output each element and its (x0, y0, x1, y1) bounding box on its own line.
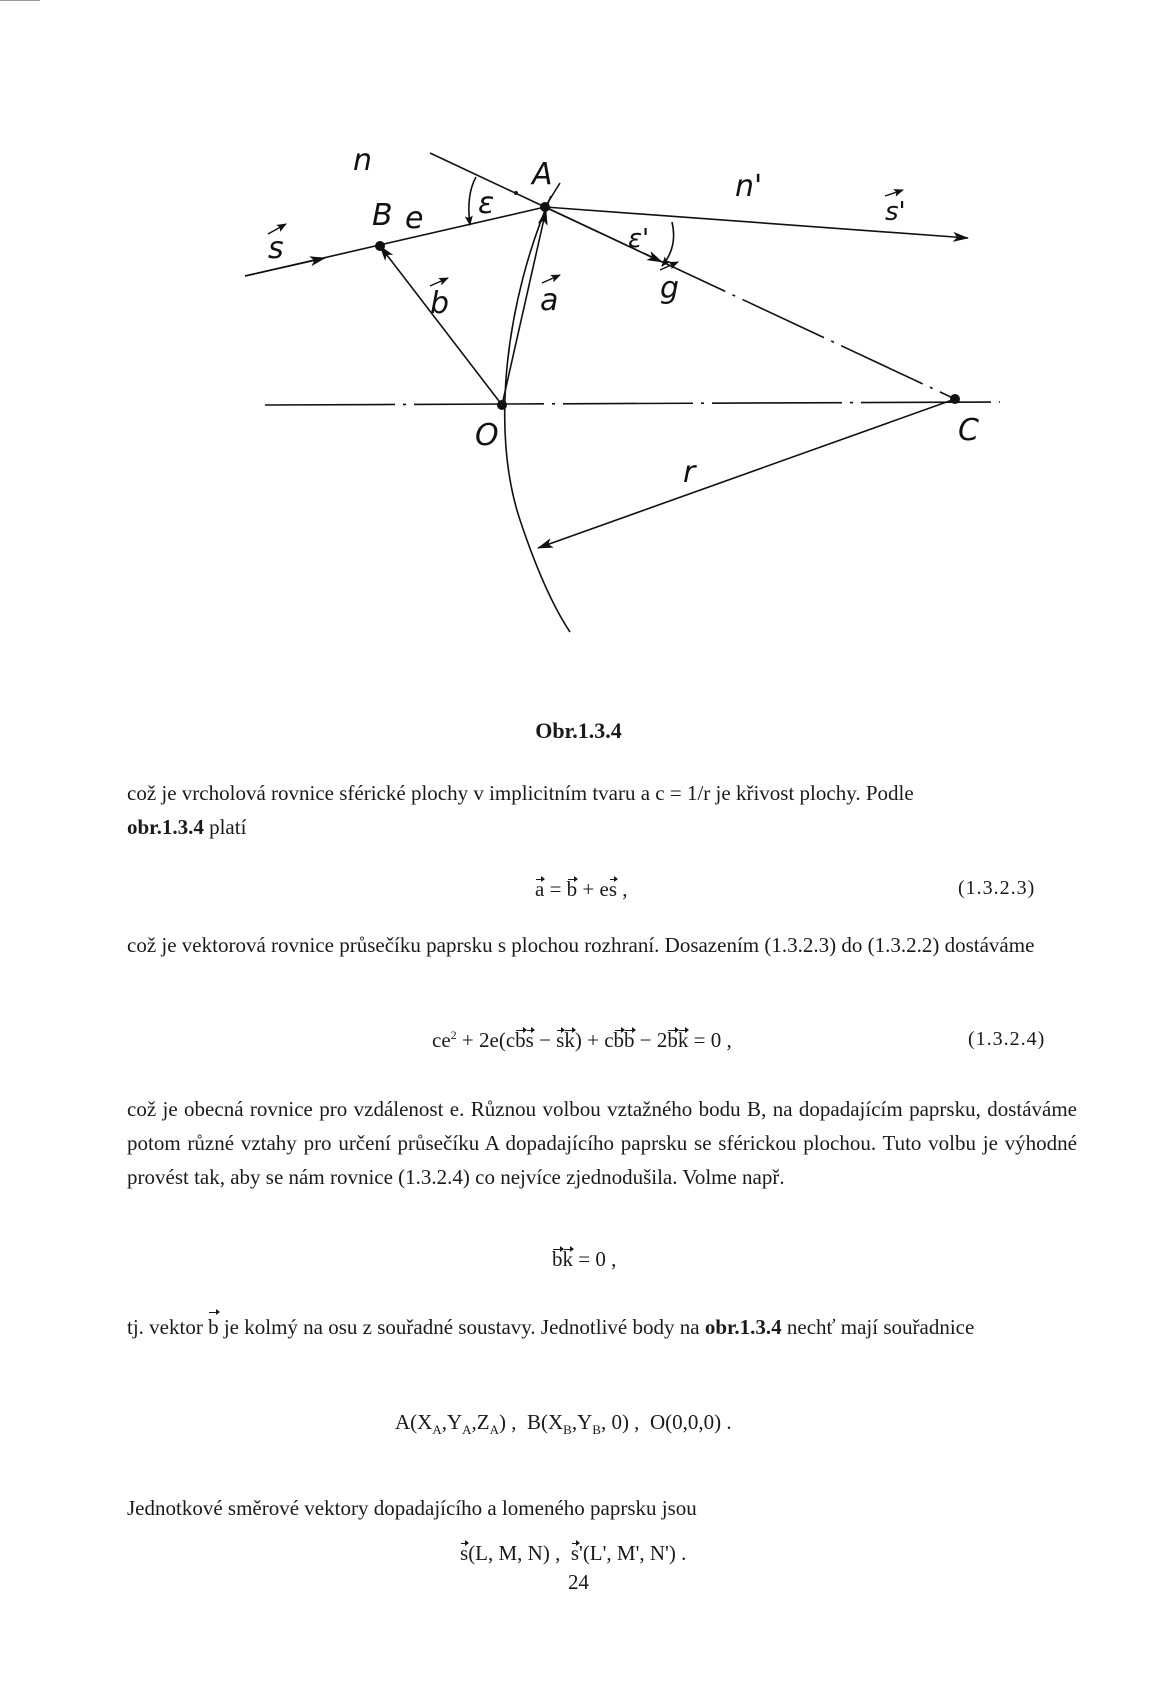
vec-k: k (564, 1028, 575, 1052)
vec-k: k (677, 1028, 689, 1052)
label-epsilon-prime: ε' (628, 224, 650, 254)
figure-reference: obr.1.3.4 (704, 1315, 782, 1339)
b-vector (380, 246, 502, 405)
equation-number-1-3-2-3: (1.3.2.3) (958, 877, 1036, 899)
eq4-part5: − 2 (634, 1028, 668, 1052)
label-s-vec: s (268, 231, 284, 266)
paragraph-2: což je vektorová rovnice průsečíku paprsku s plochou rozhraní. Dosazením (1.3.2.3) do (1.3.2.2) dostáváme (127, 933, 1035, 957)
incident-ray-arrow (245, 258, 325, 276)
eq4-part4: ) + c (574, 1028, 614, 1052)
eq4-ce: ce (432, 1028, 451, 1052)
equation-bk-zero (552, 1247, 616, 1272)
label-n-prime: n' (735, 169, 763, 204)
vec-s: s (460, 1541, 469, 1565)
paragraph-4 (127, 1310, 1077, 1344)
s-prime-vec-arrow (885, 190, 903, 196)
eq4-minus: − (533, 1028, 557, 1052)
label-e: e (405, 201, 424, 236)
vec-b: b (667, 1028, 678, 1052)
dot-near-a (514, 191, 518, 195)
coord-b-2-sub: B (592, 1422, 601, 1438)
label-s-prime-vec: s' (885, 197, 906, 227)
label-epsilon: ε (478, 186, 495, 221)
coord-b-2: ,Y (571, 1410, 593, 1434)
vec-s: s (556, 1028, 565, 1052)
equation-number-1-3-2-4: (1.3.2.4) (968, 1028, 1046, 1050)
coord-a-2: ,Y (441, 1410, 463, 1434)
vec-b: b (208, 1310, 219, 1344)
equation-1-3-2-3 (535, 877, 628, 902)
figure-reference: obr.1.3.4 (127, 815, 204, 839)
label-a-vec: a (540, 283, 559, 318)
direction-vectors (460, 1541, 686, 1566)
coord-a-1-sub: A (432, 1422, 442, 1438)
label-r: r (683, 455, 696, 490)
coord-o: O(0,0,0) . (649, 1410, 732, 1434)
eq4-exponent: 2 (450, 1028, 457, 1042)
coord-a-2-sub: A (462, 1422, 472, 1438)
paragraph-4-end: nechť mají souřadnice (781, 1315, 975, 1339)
coord-b-3: , 0) , (600, 1410, 640, 1434)
label-n: n (353, 143, 373, 178)
paragraph-5: Jednotkové směrové vektory dopadajícího a lomeného paprsku jsou (127, 1496, 697, 1520)
label-g-vec: g (660, 271, 680, 306)
vec-k: k (562, 1247, 573, 1271)
eq5-end: = 0 , (573, 1247, 617, 1271)
coord-a-3-sub: A (489, 1422, 499, 1438)
epsilon-arc (469, 177, 476, 225)
direction-vector-refracted: '(L', M', N') . (579, 1541, 687, 1565)
point-b (375, 241, 385, 251)
coord-a-4: ) , (499, 1410, 517, 1434)
eq3-equals: = (544, 877, 567, 901)
paragraph-4-mid: je kolmý na osu z souřadné soustavy. Jednotlivé body na (218, 1315, 705, 1339)
equation-1-3-2-4 (432, 1028, 732, 1053)
eq4-part2: + 2e(c (456, 1028, 516, 1052)
vec-b: b (624, 1028, 635, 1052)
vec-s: s (570, 1541, 580, 1565)
figure-caption: Obr.1.3.4 (535, 718, 622, 743)
label-b-vec: b (430, 286, 450, 321)
vec-b: b (552, 1247, 563, 1271)
point-a (540, 202, 550, 212)
b-vec-arrow (430, 278, 448, 286)
coord-a-1: A(X (395, 1410, 433, 1434)
label-o-point: O (475, 418, 499, 453)
point-c (950, 394, 960, 404)
direction-vector-incident: (L, M, N) , (468, 1541, 561, 1565)
point-o (497, 400, 507, 410)
page-number: 24 (568, 1570, 589, 1594)
paragraph-1-text: což je vrcholová rovnice sférické plochy v implicitním tvaru a c = 1/r je křivost plochy. Podle (127, 781, 914, 805)
vec-a: a (535, 877, 545, 901)
vec-s: s (608, 877, 618, 901)
eq3-plus: + e (577, 877, 609, 901)
coord-a-3: ,Z (471, 1410, 490, 1434)
paragraph-1-end: platí (209, 815, 247, 839)
a-vec-arrow (542, 275, 560, 283)
optical-axis (265, 402, 1000, 405)
coord-b-1-sub: B (563, 1422, 572, 1438)
label-a-point: A (532, 157, 553, 192)
coord-b-1: B(X (527, 1410, 564, 1434)
vec-b: b (515, 1028, 526, 1052)
vec-b: b (566, 877, 578, 901)
label-c-point: C (958, 413, 979, 448)
vec-b: b (613, 1028, 625, 1052)
paragraph-1 (127, 776, 1077, 844)
eq3-end: , (617, 877, 628, 901)
paragraph-4-start: tj. vektor (127, 1315, 209, 1339)
point-coordinates (395, 1410, 732, 1438)
vec-s: s (525, 1028, 534, 1052)
eq4-end: = 0 , (688, 1028, 732, 1052)
label-b-point: B (372, 198, 393, 233)
radius-line (538, 399, 955, 548)
optics-diagram (0, 0, 1157, 700)
paragraph-3: což je obecná rovnice pro vzdálenost e. Různou volbou vztažného bodu B, na dopadajícím paprsku, dostáváme potom různé vztahy pro určení průsečíku A dopadajícího paprsku se sférickou plochou. Tuto volbu je výhodné provést tak, aby se nám rovnice (1.3.2.4) co nejvíce zjednodušila. Volme např. (127, 1097, 1077, 1189)
epsilon-prime-arc (662, 222, 674, 266)
refracting-surface (505, 196, 570, 632)
